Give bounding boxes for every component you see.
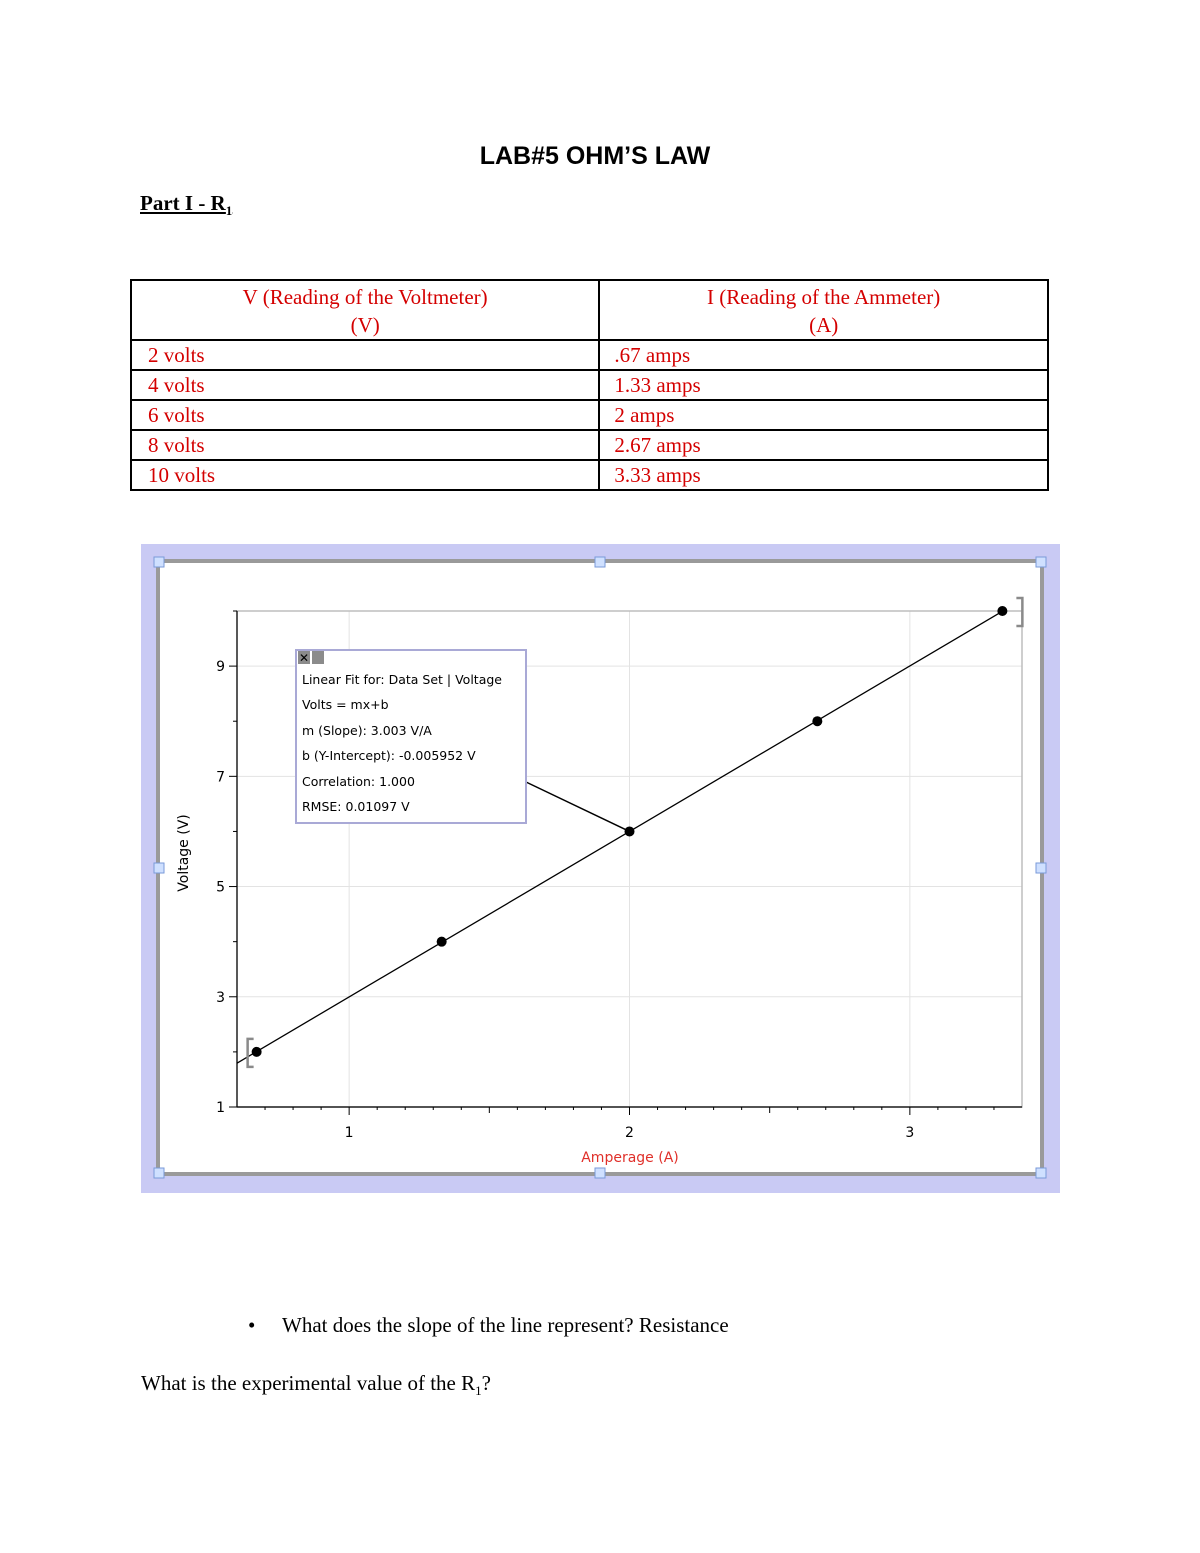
table-row xyxy=(131,340,1048,370)
table-row xyxy=(131,370,1048,400)
cell-voltage: 2 volts xyxy=(131,340,599,370)
part-label: Part I - R xyxy=(140,191,226,215)
data-point xyxy=(437,937,447,947)
question-slope-text: What does the slope of the line represent? Resistance xyxy=(282,1313,729,1337)
part-heading xyxy=(140,191,232,219)
table-row xyxy=(131,400,1048,430)
y-tick-label: 7 xyxy=(216,769,225,786)
data-point xyxy=(252,1047,262,1057)
y-tick-label: 3 xyxy=(216,989,225,1006)
graph-figure[interactable] xyxy=(141,544,1060,1193)
table-header-row xyxy=(131,280,1048,340)
x-tick-label: 1 xyxy=(344,1125,354,1141)
x-axis-label: Amperage (A) xyxy=(581,1150,679,1166)
cell-current: 2.67 amps xyxy=(599,430,1048,460)
table-row xyxy=(131,460,1048,490)
fit-line-3: m (Slope): 3.003 V/A xyxy=(302,723,432,738)
fit-line-1: Linear Fit for: Data Set | Voltage xyxy=(302,672,502,687)
header-current: I (Reading of the Ammeter) (A) xyxy=(599,280,1048,340)
collapse-icon[interactable] xyxy=(312,651,324,664)
resize-handle-bm[interactable] xyxy=(595,1168,605,1178)
cell-current: 1.33 amps xyxy=(599,370,1048,400)
page-title: LAB#5 OHM’S LAW xyxy=(479,142,711,170)
data-table xyxy=(130,279,1049,491)
cell-voltage: 10 volts xyxy=(131,460,599,490)
bullet: • xyxy=(248,1313,256,1337)
question-r1 xyxy=(141,1371,491,1399)
fit-line-6: RMSE: 0.01097 V xyxy=(302,799,410,814)
cell-current: 3.33 amps xyxy=(599,460,1048,490)
resize-handle-bl[interactable] xyxy=(154,1168,164,1178)
data-point xyxy=(812,716,822,726)
y-tick-label: 9 xyxy=(216,659,225,676)
fit-line-5: Correlation: 1.000 xyxy=(302,774,415,789)
header-voltage: V (Reading of the Voltmeter) (V) xyxy=(131,280,599,340)
y-tick-label: 1 xyxy=(216,1100,225,1116)
question-r1-prefix: What is the experimental value of the R xyxy=(141,1371,476,1395)
resize-handle-br[interactable] xyxy=(1036,1168,1046,1178)
y-tick-label: 5 xyxy=(216,879,225,896)
question-r1-subscript: 1 xyxy=(475,1383,482,1399)
resize-handle-ml[interactable] xyxy=(154,863,164,873)
part-subscript: 1 xyxy=(225,203,233,219)
x-tick-label: 2 xyxy=(625,1125,634,1141)
resize-handle-mr[interactable] xyxy=(1036,863,1046,873)
resize-handle-tl[interactable] xyxy=(154,557,164,567)
cell-voltage: 4 volts xyxy=(131,370,599,400)
cell-voltage: 8 volts xyxy=(131,430,599,460)
x-tick-label: 3 xyxy=(905,1125,915,1141)
question-r1-suffix: ? xyxy=(481,1371,491,1395)
data-point xyxy=(997,606,1007,616)
fit-line-2: Volts = mx+b xyxy=(302,697,389,712)
question-slope xyxy=(248,1313,729,1338)
cell-current: 2 amps xyxy=(599,400,1048,430)
resize-handle-tr[interactable] xyxy=(1036,557,1046,567)
voltage-vs-amperage-chart xyxy=(141,544,1060,1193)
cell-current: .67 amps xyxy=(599,340,1048,370)
resize-handle-tm[interactable] xyxy=(595,557,605,567)
cell-voltage: 6 volts xyxy=(131,400,599,430)
close-icon-glyph: ✕ xyxy=(299,651,310,665)
fit-line-4: b (Y-Intercept): -0.005952 V xyxy=(302,748,476,763)
table-row xyxy=(131,430,1048,460)
y-axis-label: Voltage (V) xyxy=(176,814,192,892)
